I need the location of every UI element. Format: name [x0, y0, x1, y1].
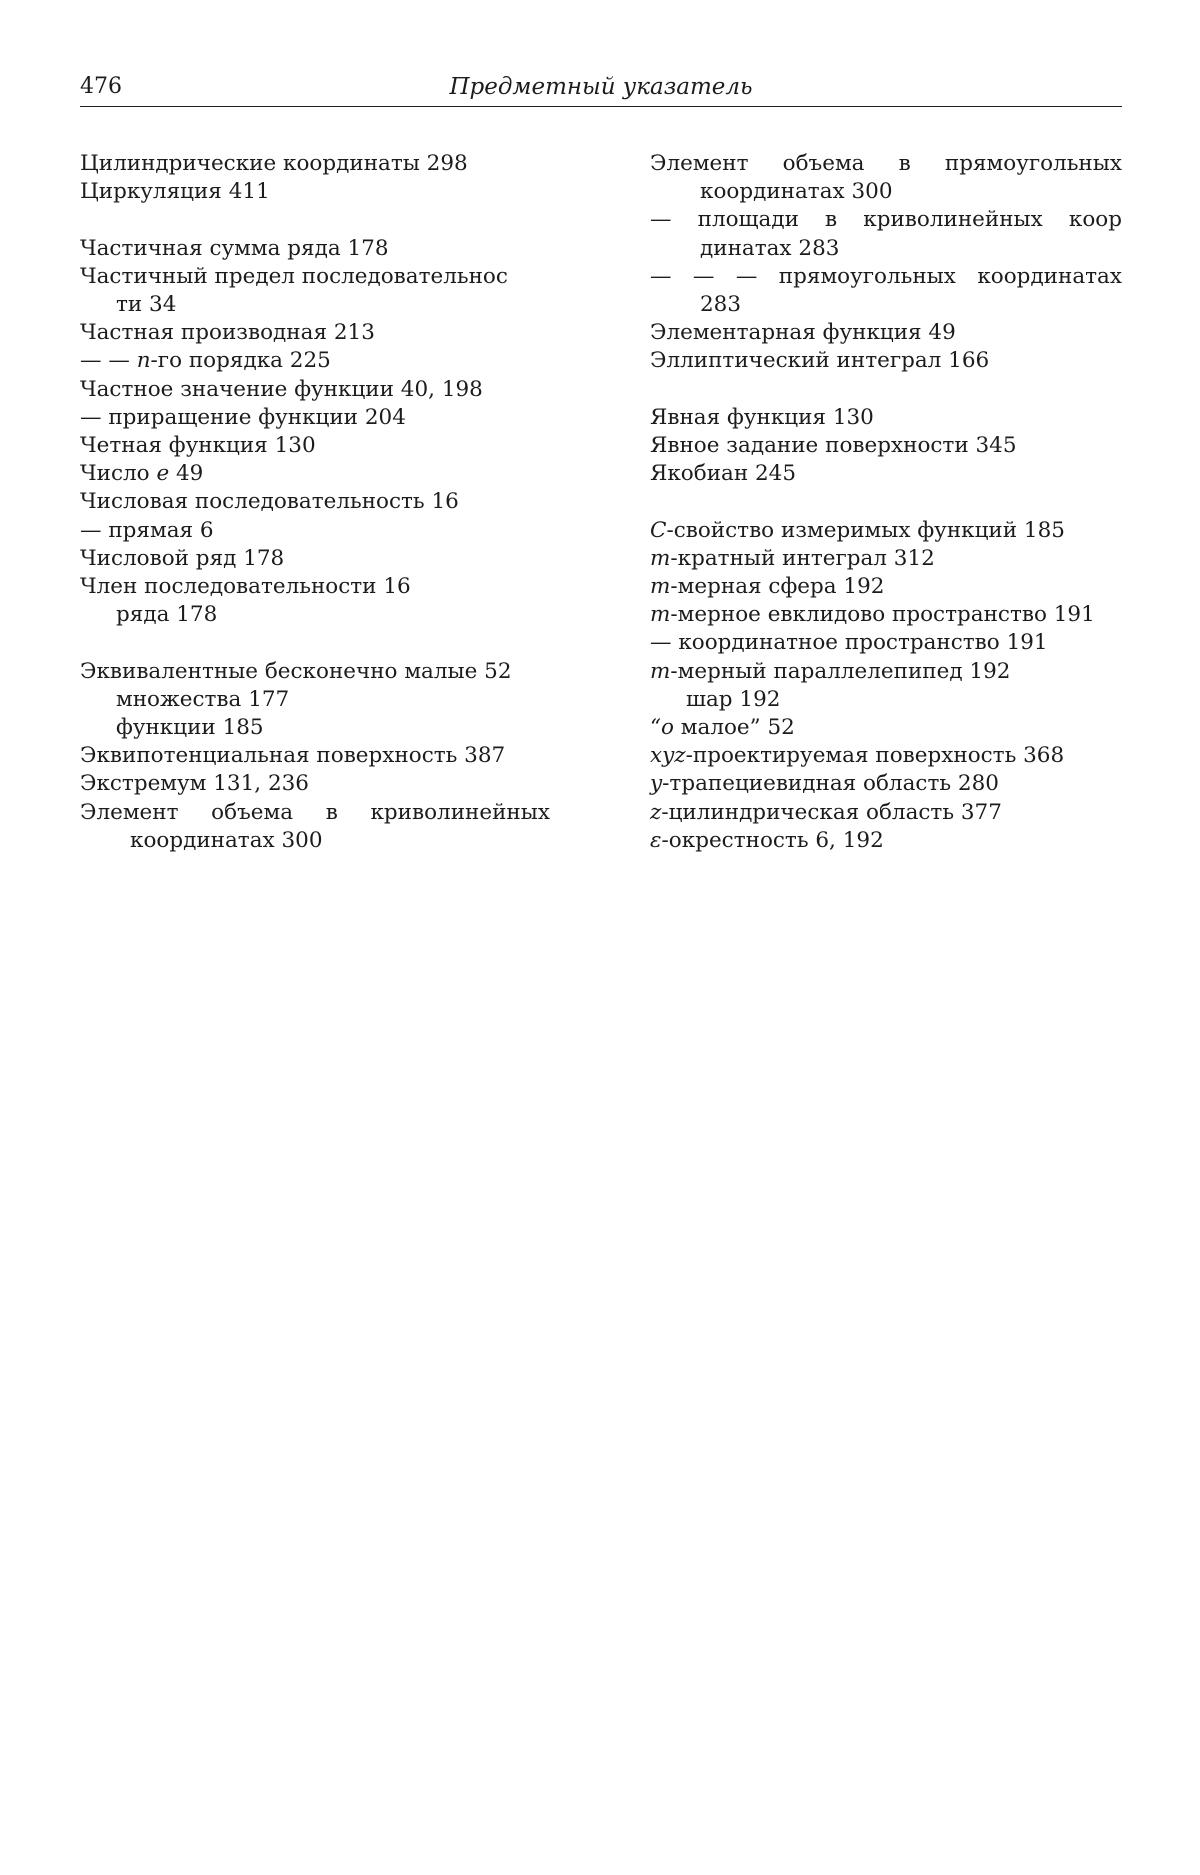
index-entry-continuation: 283	[700, 292, 742, 318]
entry-text: -проектируемая поверхность 368	[685, 743, 1065, 769]
entry-text: -кратный интеграл 312	[670, 545, 935, 571]
index-entry	[650, 658, 1122, 686]
index-entry: Частичная сумма ряда 178	[80, 235, 389, 261]
index-entry-continuation: ти 34	[116, 292, 177, 317]
index-subentry: — площади в криволинейных коор	[650, 207, 1122, 233]
index-entry	[650, 601, 1122, 629]
index-entry: Числовой ряд 178	[80, 545, 285, 571]
index-subentry: шар 192	[686, 686, 781, 712]
index-entry	[650, 517, 1122, 545]
math-symbol: “o	[650, 715, 674, 741]
entry-text: -цилиндрическая область 377	[661, 799, 1002, 825]
page-number: 476	[80, 74, 122, 99]
index-subentry	[80, 347, 550, 375]
entry-text: -мерная сфера 192	[670, 574, 885, 600]
index-entry: Частичный предел последовательнос	[80, 263, 508, 289]
index-subentry: — — — прямоугольных координатах	[650, 263, 1122, 289]
running-head	[80, 72, 1122, 102]
math-symbol: xyz	[650, 743, 686, 769]
index-entry: Частное значение функции 40, 198	[80, 376, 483, 402]
index-entry: Частная производная 213	[80, 320, 375, 346]
index-subentry: ряда 178	[116, 602, 218, 628]
index-entry-continuation: динатах 283	[700, 235, 840, 261]
index-subentry: — приращение функции 204	[80, 404, 406, 430]
index-entry: Явное задание поверхности 345	[650, 433, 1017, 459]
math-symbol: m	[650, 545, 671, 571]
index-entry	[650, 573, 1122, 601]
entry-text: малое” 52	[673, 715, 795, 741]
header-rule	[80, 106, 1122, 107]
index-subentry: — координатное пространство 191	[650, 630, 1048, 656]
math-symbol: n	[136, 348, 151, 374]
math-symbol: e	[156, 461, 170, 487]
index-entry: Четная функция 130	[80, 433, 316, 459]
index-entry: Явная функция 130	[650, 404, 874, 430]
entry-text: -окрестность 6, 192	[661, 827, 884, 853]
index-entry: Цилиндрические координаты 298	[80, 151, 468, 176]
index-entry-continuation: координатах 300	[130, 827, 323, 853]
entry-text: Число	[80, 461, 157, 487]
dash-marker: — —	[80, 348, 130, 374]
index-entry: Элемент объема в криволинейных	[80, 799, 550, 825]
index-column-left	[80, 150, 550, 855]
index-entry	[80, 460, 550, 488]
index-entry	[650, 770, 1122, 798]
math-symbol: C	[650, 517, 667, 543]
index-entry	[650, 827, 1122, 855]
entry-text: 49	[169, 461, 204, 487]
index-subentry: множества 177	[116, 686, 290, 712]
index-entry	[650, 799, 1122, 827]
math-symbol: m	[650, 602, 671, 628]
index-entry: Элемент объема в прямоугольных	[650, 151, 1122, 176]
index-column-right	[650, 150, 1122, 855]
math-symbol: ε	[650, 827, 662, 853]
entry-text: -трапециевидная область 280	[662, 771, 999, 797]
index-entry	[650, 545, 1122, 573]
index-entry: Элементарная функция 49	[650, 320, 956, 346]
entry-text: -свойство измеримых функций 185	[666, 517, 1065, 543]
math-symbol: m	[650, 658, 671, 684]
index-entry	[650, 742, 1122, 770]
entry-text: -мерный параллелепипед 192	[670, 658, 1011, 684]
math-symbol: m	[650, 574, 671, 600]
index-entry-continuation: координатах 300	[700, 179, 893, 205]
entry-text: -мерное евклидово пространство 191	[670, 602, 1095, 628]
index-subentry: — прямая 6	[80, 517, 214, 543]
entry-text: -го порядка 225	[150, 348, 331, 374]
index-subentry: функции 185	[116, 715, 264, 741]
index-entry: Якобиан 245	[650, 461, 797, 487]
index-entry	[650, 714, 1122, 742]
index-entry: Эквивалентные бесконечно малые 52	[80, 658, 512, 684]
math-symbol: y	[650, 771, 663, 797]
index-entry: Эквипотенциальная поверхность 387	[80, 743, 506, 769]
index-entry: Циркуляция 411	[80, 179, 270, 205]
math-symbol: z	[650, 799, 662, 825]
index-entry: Числовая последовательность 16	[80, 489, 459, 515]
index-entry: Член последовательности 16	[80, 574, 411, 600]
index-entry: Экстремум 131, 236	[80, 771, 309, 797]
index-entry: Эллиптический интеграл 166	[650, 348, 990, 374]
page-title: Предметный указатель	[449, 74, 753, 100]
